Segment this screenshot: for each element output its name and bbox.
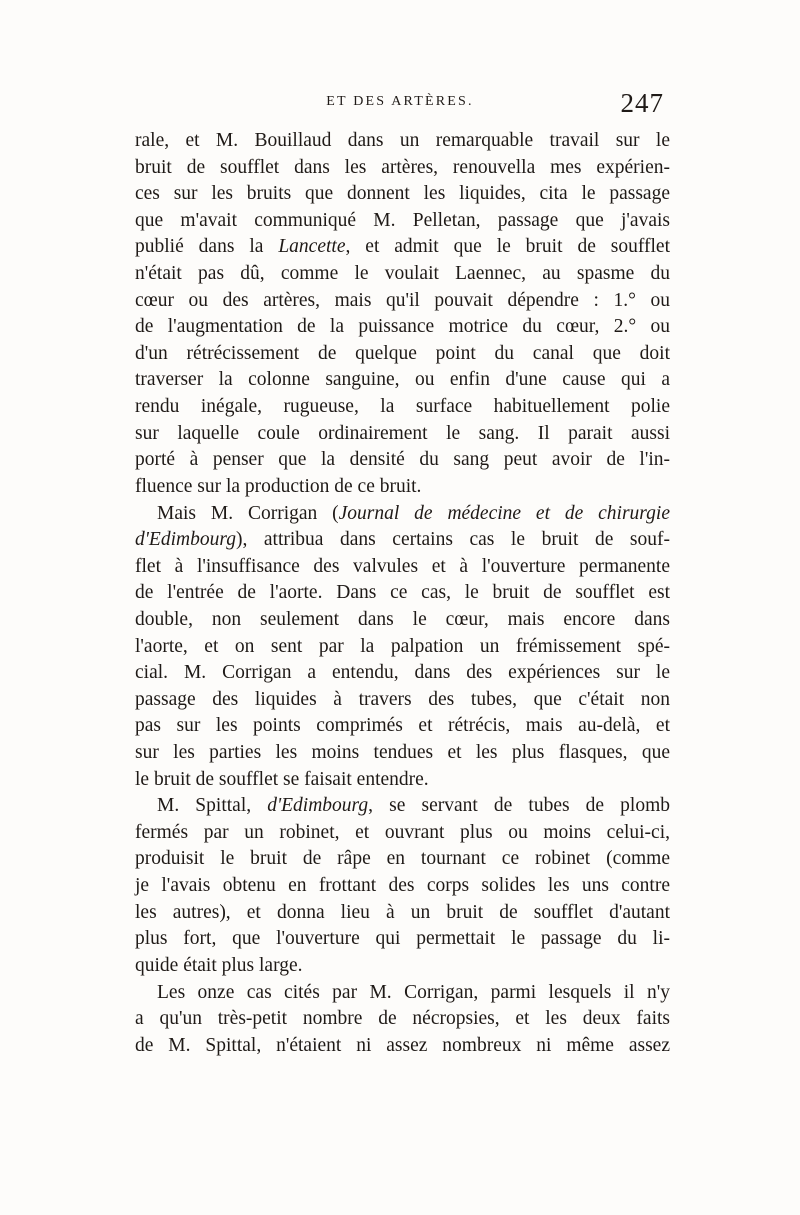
text-line: Mais M. Corrigan (Journal de médecine et de chirurgie	[157, 502, 670, 524]
text-line: pas sur les points comprimés et rétrécis, mais au-delà, et	[135, 715, 670, 737]
text-line: ces sur les bruits que donnent les liquides, cita le passage	[135, 183, 670, 205]
text-line: porté à penser que la densité du sang peut avoir de l'in-	[135, 449, 670, 471]
paragraph-1	[135, 128, 670, 501]
text-line: de l'entrée de l'aorte. Dans ce cas, le bruit de soufflet est	[135, 582, 670, 604]
text-line: d'un rétrécissement de quelque point du canal que doit	[135, 342, 670, 364]
text-line: je l'avais obtenu en frottant des corps solides les uns contre	[135, 875, 670, 897]
text-line: Les onze cas cités par M. Corrigan, parmi lesquels il n'y	[157, 981, 670, 1003]
text-line: de M. Spittal, n'étaient ni assez nombreux ni même assez	[135, 1034, 670, 1056]
text-line: rale, et M. Bouillaud dans un remarquable travail sur le	[135, 130, 670, 151]
text-line: bruit de soufflet dans les artères, renouvella mes expérien-	[135, 156, 670, 178]
paragraph-2	[135, 501, 670, 794]
text-line: n'était pas dû, comme le voulait Laennec, au spasme du	[135, 263, 670, 285]
italic-title-text: d'Edimbourg	[135, 529, 236, 551]
text-line: M. Spittal, d'Edimbourg, se servant de tubes de plomb	[157, 795, 670, 817]
text-line: quide était plus large.	[135, 954, 303, 976]
text-line: double, non seulement dans le cœur, mais encore dans	[135, 608, 670, 630]
text-line: fermés par un robinet, et ouvrant plus ou moins celui-ci,	[135, 821, 670, 843]
paragraph-4	[135, 980, 670, 1060]
text-line: le bruit de soufflet se faisait entendre.	[135, 768, 429, 790]
paragraph-3	[135, 793, 670, 979]
text-line: plus fort, que l'ouverture qui permettait le passage du li-	[135, 928, 670, 950]
text-line: publié dans la Lancette, et admit que le bruit de soufflet	[135, 236, 670, 258]
body-text	[135, 128, 670, 1059]
running-head: ET DES ARTÈRES.	[326, 94, 474, 109]
text-line: cial. M. Corrigan a entendu, dans des expériences sur le	[135, 662, 670, 684]
text-line: d'Edimbourg), attribua dans certains cas le bruit de souf-	[135, 529, 670, 551]
text-line: fluence sur la production de ce bruit.	[135, 475, 422, 497]
text-line: flet à l'insuffisance des valvules et à l'ouverture permanente	[135, 555, 670, 577]
text-line: sur laquelle coule ordinairement le sang. Il parait aussi	[135, 422, 670, 444]
text-line: l'aorte, et on sent par la palpation un frémissement spé-	[135, 635, 670, 657]
italic-title-text: Journal de médecine et de chirurgie	[338, 502, 670, 524]
text-line: de l'augmentation de la puissance motrice du cœur, 2.° ou	[135, 316, 670, 338]
text-line: que m'avait communiqué M. Pelletan, passage que j'avais	[135, 209, 670, 231]
page-number: 247	[620, 88, 664, 118]
text-line: sur les parties les moins tendues et les plus flasques, que	[135, 742, 670, 764]
page-header	[130, 88, 670, 124]
italic-title-text: Lancette	[278, 236, 346, 258]
text-line: passage des liquides à travers des tubes, que c'était non	[135, 688, 670, 710]
text-line: a qu'un très-petit nombre de nécropsies, et les deux faits	[135, 1008, 670, 1030]
text-line: rendu inégale, rugueuse, la surface habituellement polie	[135, 396, 670, 418]
text-line: les autres), et donna lieu à un bruit de soufflet d'autant	[135, 901, 670, 923]
text-line: produisit le bruit de râpe en tournant ce robinet (comme	[135, 848, 670, 870]
text-line: cœur ou des artères, mais qu'il pouvait dépendre : 1.° ou	[135, 289, 670, 311]
italic-title-text: d'Edimbourg	[267, 795, 369, 817]
text-line: traverser la colonne sanguine, ou enfin d'une cause qui a	[135, 369, 670, 391]
